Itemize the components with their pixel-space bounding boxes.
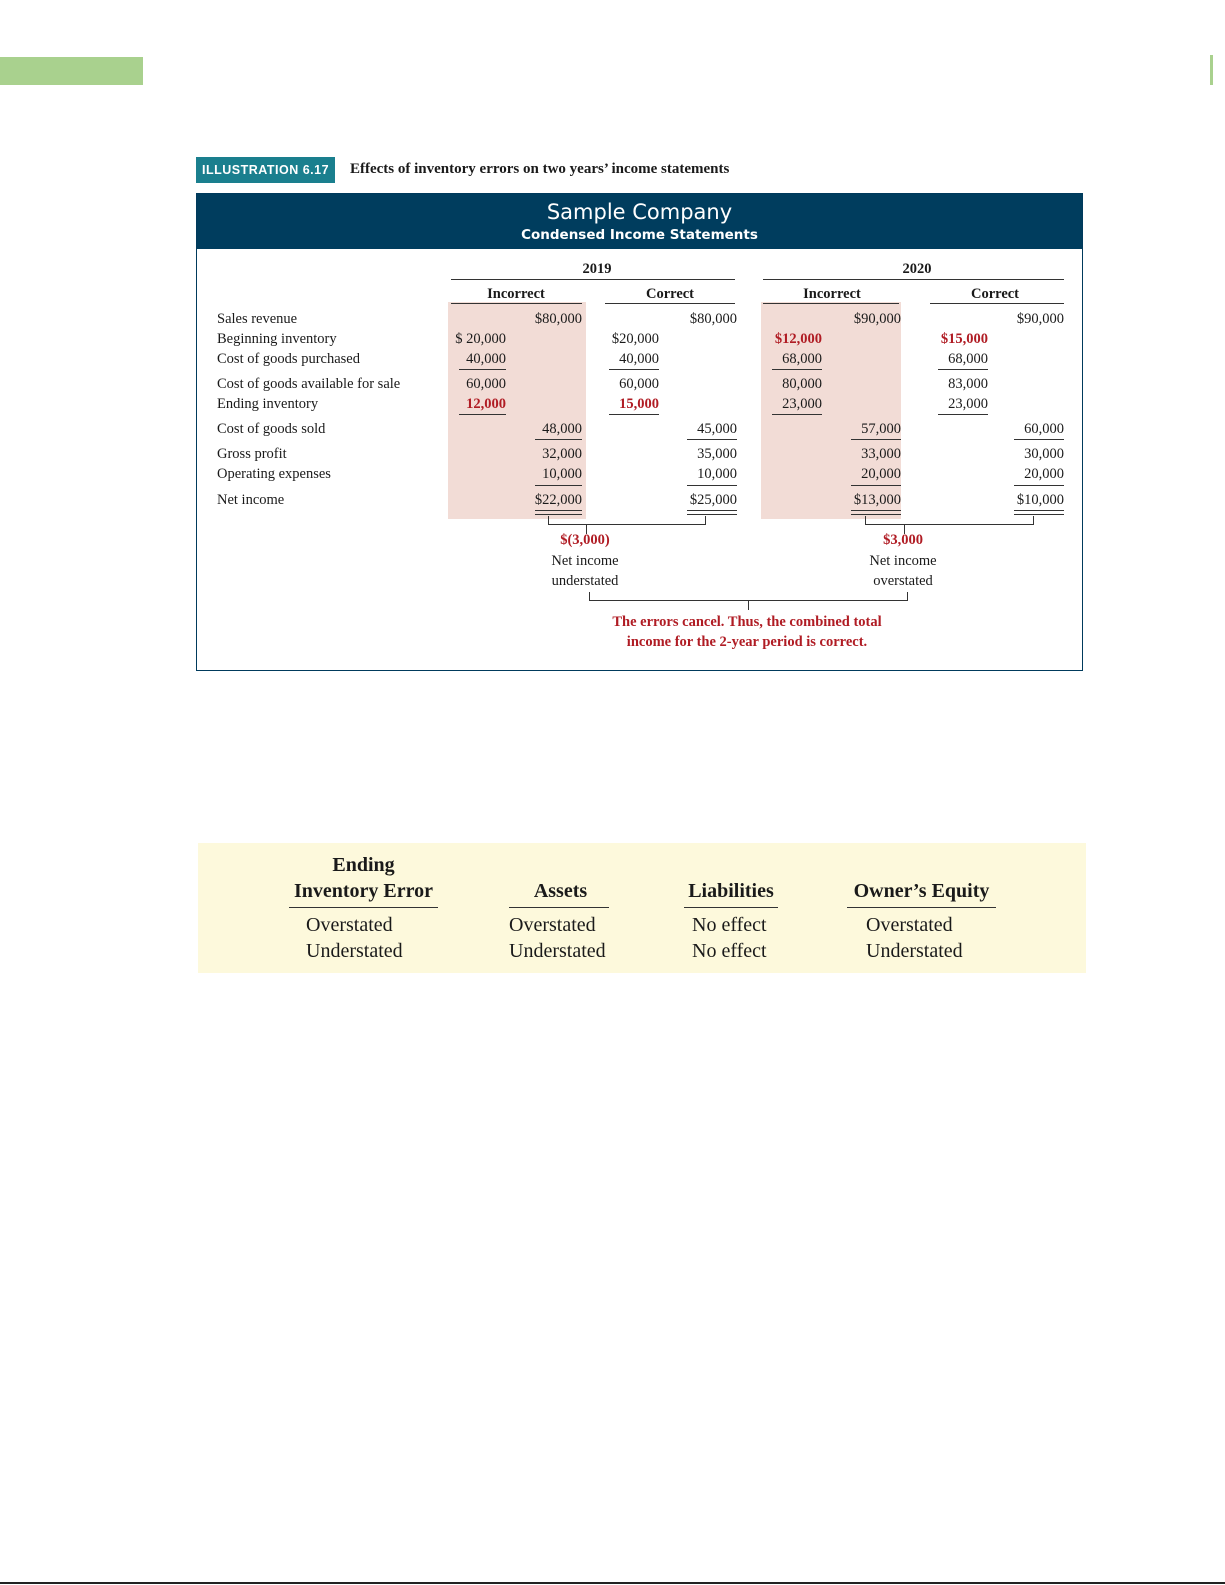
inc2019-rule-2 [459, 414, 506, 415]
header-equity-rule [847, 907, 996, 908]
cor2020-sales: $90,000 [1016, 311, 1064, 327]
conclusion-line2: income for the 2-year period is correct. [626, 634, 868, 650]
cor2019-cogs: 45,000 [697, 421, 737, 437]
cor2020-gp: 30,000 [1024, 446, 1064, 462]
row-label: Cost of goods sold [217, 421, 326, 437]
cor2020-purch: 68,000 [948, 351, 988, 367]
page-marker [1210, 55, 1213, 85]
cor2019-rule-4 [687, 485, 737, 486]
col-incorrect-2019-rule [451, 303, 582, 304]
inc2020-end: 23,000 [782, 396, 822, 412]
inc2019-rule-1 [459, 369, 506, 370]
inc2019-ni-dbl [535, 510, 582, 515]
inc2020-rule-2 [772, 414, 822, 415]
inc2019-gp: 32,000 [542, 446, 582, 462]
row1-error: Overstated [306, 914, 393, 936]
inc2020-rule-4 [851, 485, 901, 486]
cor2019-end: 15,000 [619, 396, 659, 412]
cor2019-beg: $20,000 [611, 331, 659, 347]
header-assets: Assets [533, 880, 588, 902]
year-2019-heading: 2019 [582, 261, 612, 277]
inc2020-purch: 68,000 [782, 351, 822, 367]
cor2019-rule-3 [687, 439, 737, 440]
year-2020-rule [763, 279, 1064, 280]
bracket-2019-bar [548, 524, 706, 525]
col-incorrect-2020-rule [763, 303, 899, 304]
inc2019-avail: 60,000 [466, 376, 506, 392]
cor2020-rule-1 [938, 369, 988, 370]
illustration-title: Effects of inventory errors on two years’ income statements [350, 161, 730, 177]
cor2020-rule-4 [1014, 485, 1064, 486]
header-error-line1: Ending [332, 854, 395, 876]
inc2019-sales: $80,000 [534, 311, 582, 327]
combine-right [907, 592, 908, 600]
cor2020-opex: 20,000 [1024, 466, 1064, 482]
bracket-2019-left [548, 516, 549, 524]
inc2019-rule-4 [535, 485, 582, 486]
header-equity: Owner’s Equity [853, 880, 990, 902]
bracket-2020-right [1033, 516, 1034, 524]
page-bottom-rule [0, 1582, 1225, 1584]
row-label: Sales revenue [217, 311, 298, 327]
company-name: Sample Company [546, 200, 733, 224]
cor2019-sales: $80,000 [689, 311, 737, 327]
col-correct-2019-rule [605, 303, 735, 304]
statement-subtitle: Condensed Income Statements [521, 227, 758, 243]
cor2020-cogs: 60,000 [1024, 421, 1064, 437]
conclusion-line1: The errors cancel. Thus, the combined total [612, 614, 882, 630]
inc2019-ni: $22,000 [534, 492, 582, 508]
row-label: Gross profit [217, 446, 287, 462]
col-incorrect-2020: Incorrect [803, 286, 861, 302]
diff-2019-line1: Net income [551, 553, 619, 569]
row-label: Operating expenses [217, 466, 331, 482]
inc2020-rule-1 [772, 369, 822, 370]
header-liabilities-rule [684, 907, 778, 908]
row-label: Net income [217, 492, 285, 508]
header-error-rule [289, 907, 438, 908]
row2-error: Understated [306, 940, 403, 962]
year-2020-heading: 2020 [902, 261, 932, 277]
inc2019-beg: $ 20,000 [455, 331, 506, 347]
combine-stem [748, 600, 749, 610]
cor2020-ni-dbl [1014, 510, 1064, 515]
inc2020-cogs: 57,000 [861, 421, 901, 437]
col-correct-2020: Correct [970, 286, 1020, 302]
year-2019-rule [451, 279, 735, 280]
cor2019-opex: 10,000 [697, 466, 737, 482]
row1-equity: Overstated [866, 914, 953, 936]
inc2020-gp: 33,000 [861, 446, 901, 462]
cor2019-rule-1 [609, 369, 659, 370]
cor2019-rule-2 [609, 414, 659, 415]
inc2019-cogs: 48,000 [542, 421, 582, 437]
header-assets-rule [509, 907, 609, 908]
row1-assets: Overstated [509, 914, 596, 936]
cor2019-gp: 35,000 [697, 446, 737, 462]
cor2020-rule-2 [938, 414, 988, 415]
combine-left [589, 592, 590, 600]
inc2020-opex: 20,000 [861, 466, 901, 482]
header-error-line2: Inventory Error [293, 880, 434, 902]
bracket-2020-bar [865, 524, 1034, 525]
cor2019-purch: 40,000 [619, 351, 659, 367]
inc2020-sales: $90,000 [853, 311, 901, 327]
header-liabilities: Liabilities [688, 880, 774, 902]
cor2020-avail: 83,000 [948, 376, 988, 392]
col-incorrect-2019: Incorrect [487, 286, 545, 302]
inc2019-purch: 40,000 [466, 351, 506, 367]
statement-header [197, 194, 1082, 249]
inc2020-rule-3 [851, 439, 901, 440]
inc2019-end: 12,000 [466, 396, 506, 412]
row2-equity: Understated [866, 940, 963, 962]
col-correct-2019: Correct [645, 286, 695, 302]
cor2020-end: 23,000 [948, 396, 988, 412]
inc2020-avail: 80,000 [782, 376, 822, 392]
bracket-2019-right [705, 516, 706, 524]
diff-2020-line1: Net income [869, 553, 937, 569]
cor2020-rule-3 [1014, 439, 1064, 440]
inc2020-ni: $13,000 [853, 492, 901, 508]
row-label: Cost of goods available for sale [217, 376, 401, 392]
cor2020-ni: $10,000 [1016, 492, 1064, 508]
inc2020-beg: $12,000 [774, 331, 822, 347]
row-label: Beginning inventory [217, 331, 337, 347]
bracket-2020-left [865, 516, 866, 524]
inc2019-opex: 10,000 [542, 466, 582, 482]
cor2019-ni-dbl [687, 510, 737, 515]
row2-liabilities: No effect [692, 940, 767, 962]
diff-2020-line2: overstated [873, 573, 933, 589]
inc2020-ni-dbl [851, 510, 901, 515]
diff-2019-amount: $(3,000) [560, 532, 610, 548]
row2-assets: Understated [509, 940, 606, 962]
col-correct-2020-rule [930, 303, 1064, 304]
cor2019-ni: $25,000 [689, 492, 737, 508]
row-label: Ending inventory [217, 396, 319, 412]
inventory-error-effects-table [198, 843, 1086, 973]
cor2020-beg: $15,000 [940, 331, 988, 347]
inc2019-rule-3 [535, 439, 582, 440]
diff-2020-amount: $3,000 [883, 532, 923, 548]
row-label: Cost of goods purchased [217, 351, 360, 367]
section-tab [0, 57, 143, 85]
row1-liabilities: No effect [692, 914, 767, 936]
income-statement-panel [196, 193, 1083, 671]
cor2019-avail: 60,000 [619, 376, 659, 392]
diff-2019-line2: understated [551, 573, 619, 589]
illustration-label: ILLUSTRATION 6.17 [196, 157, 335, 183]
